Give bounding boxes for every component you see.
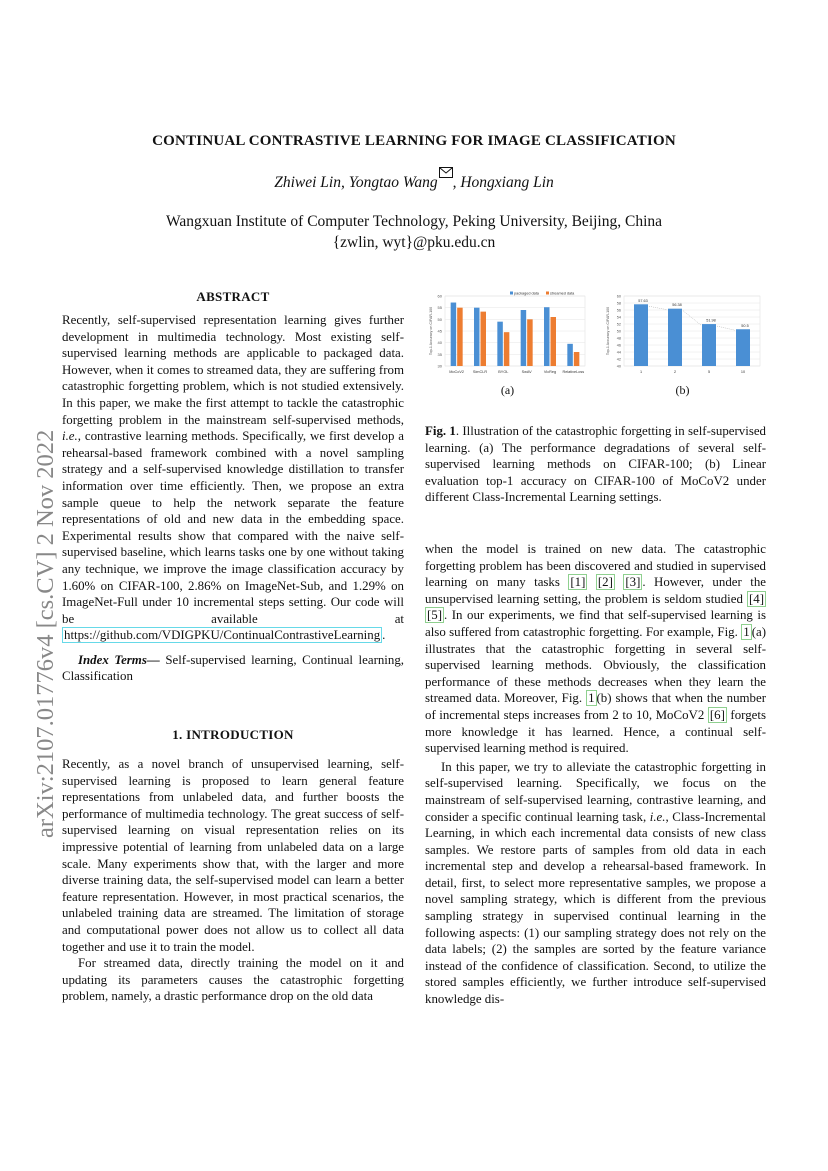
trend-line xyxy=(683,311,701,325)
y-tick-label: 52 xyxy=(616,322,621,327)
x-tick-label: 2 xyxy=(673,370,677,374)
bar xyxy=(521,310,527,366)
y-tick-label: 56 xyxy=(616,308,621,313)
authors-part-b: , Hongxiang Lin xyxy=(452,174,554,191)
trend-line xyxy=(717,326,735,330)
bar xyxy=(702,324,716,366)
y-tick-label: 50 xyxy=(437,316,442,322)
y-tick-label: 58 xyxy=(616,301,621,306)
x-tick-label: SimCLR xyxy=(472,370,488,374)
abstract-end: . xyxy=(382,628,386,643)
y-tick-label: 44 xyxy=(616,350,621,355)
text-run: (b) shows that when the number of incremental steps increases from 2 to 10, MoCoV2 xyxy=(425,691,767,722)
envelope-icon xyxy=(439,167,453,178)
bar xyxy=(567,344,573,366)
index-terms-label: Index Terms— xyxy=(78,652,160,667)
intro-body xyxy=(62,756,404,1005)
bar xyxy=(544,307,550,366)
arxiv-stamp xyxy=(8,360,68,840)
intro-paragraph-2: For streamed data, directly training the model on it and updating its parameters causes the catastrophic forgetting problem, namely, a drastic performance drop on the old data xyxy=(62,956,404,1004)
bar xyxy=(504,332,510,366)
data-label: 57.63 xyxy=(638,298,648,303)
text-run: . In our experiments, we find that self-supervised learning is also suffered from catastrophic forgetting. For example, Fig. xyxy=(425,608,766,639)
abstract-text: Recently, self-supervised representation learning gives further development in multimedia technology. Most existing self-supervised learning methods are applicable to packaged data. However, when it comes to streamed data, they are suffering from catastrophic forgetting problem, which is not studied extensively. In this paper, we make the first attempt to tackle the catastrophic forgetting problem in the mainstream self-supervised methods, i.e., contrastive learning methods. Specifically, we first develop a rehearsal-based framework combined with a novel sampling strategy and a self-supervised knowledge distillation to transfer information over time efficiently. Then, we propose an extra sample queue to help the network separate the feature representations of old and new data in the embedding space. Experimental results show that compared with the naive self-supervised baseline, which learns tasks one by one without taking any technique, we improve the image classification accuracy by 1.60% on CIFAR-100, 2.86% on ImageNet-Sub, and 1.29% on ImageNet-Full under 10 incremental steps setting. Our code will be available at xyxy=(62,313,404,626)
legend-swatch xyxy=(510,292,513,295)
legend-label: streamed data xyxy=(550,291,575,296)
authors-part-a: Zhiwei Lin, Yongtao Wang xyxy=(274,174,438,191)
x-tick-label: 1 xyxy=(639,370,643,374)
citation-link[interactable]: [5] xyxy=(427,608,443,623)
bar xyxy=(474,308,480,366)
y-tick-label: 48 xyxy=(616,336,621,341)
bar xyxy=(551,317,557,366)
y-tick-label: 40 xyxy=(437,340,442,346)
y-tick-label: 46 xyxy=(616,343,621,348)
subfig-b-label: (b) xyxy=(675,383,690,397)
y-tick-label: 40 xyxy=(616,364,621,369)
affiliation-block xyxy=(0,211,828,253)
x-tick-label: SwAV xyxy=(521,370,532,374)
right-paragraph-2: In this paper, we try to alleviate the catastrophic forgetting in self-supervised learning. Specifically, we focus on the mainstream of self-supervised learning, contrastive learning, and consider a specific continual learning task, i.e., Class-Incremental Learning, in which each incremental data consists of new class samples. We restore parts of samples from old data in each incremental step and develop a rehearsal-based framework. In detail, first, to select more representative samples, we propose a novel sampling strategy, which is different from the previous sampling strategy in supervised continual learning in the following aspects: (1) our sampling strategy does not rely on the data labels; (2) the samples are sorted by the feature variance instead of the confidence of classification. Second, to utilize the stored samples efficiently, we further introduce self-supervised knowledge dis- xyxy=(425,759,766,1007)
right-paragraph-1 xyxy=(425,541,766,757)
y-tick-label: 45 xyxy=(437,328,442,334)
legend-swatch xyxy=(546,292,549,295)
figure-ref-link[interactable]: 1 xyxy=(588,691,595,706)
citation-link[interactable]: [1] xyxy=(570,575,586,590)
figure-caption xyxy=(425,423,766,506)
abstract-body xyxy=(62,312,404,685)
trend-line xyxy=(649,306,667,309)
bar xyxy=(527,319,533,366)
data-label: 56.38 xyxy=(672,303,682,308)
y-tick-label: 50 xyxy=(616,329,621,334)
x-tick-label: RelativeLoss xyxy=(562,370,585,374)
right-column-body xyxy=(425,541,766,1008)
citation-link[interactable]: [4] xyxy=(748,591,764,606)
x-tick-label: 10 xyxy=(740,370,746,374)
y-tick-label: 55 xyxy=(437,305,442,311)
arxiv-id: arXiv:2107.01776v4 [cs.CV] 2 Nov 2022 xyxy=(32,429,59,838)
bar xyxy=(457,308,463,366)
y-tick-label: 30 xyxy=(437,363,442,369)
y-axis-label: Top-1 Accuracy on CIFAR-100 xyxy=(606,306,610,356)
y-tick-label: 60 xyxy=(437,293,442,299)
bar xyxy=(736,329,750,366)
text-run: . However, under the unsupervised learning setting, the problem is seldom studied xyxy=(425,575,766,606)
legend-label: packaged data xyxy=(514,291,539,296)
bar xyxy=(481,312,487,366)
chart-a xyxy=(425,284,590,380)
y-tick-label: 42 xyxy=(616,357,621,362)
y-tick-label: 35 xyxy=(437,351,442,357)
text-run: (a) illustrates that the catastrophic forgetting in several self-supervised learning methods. Obviously, the classification performance of these methods decreases when they learn the streamed data. Moreover, Fig. xyxy=(425,624,766,706)
figure-1a xyxy=(425,284,590,380)
text-run: when the model is trained on new data. The catastrophic forgetting problem has been discovered and studied in supervised learning on many tasks xyxy=(425,542,766,590)
bar xyxy=(574,352,580,366)
chart-b xyxy=(600,284,765,380)
affiliation: Wangxuan Institute of Computer Technology, Peking University, Beijing, China xyxy=(165,213,663,230)
code-link[interactable]: https://github.com/VDIGPKU/ContinualContrastiveLearning xyxy=(64,628,381,643)
subfig-a-label: (a) xyxy=(500,383,515,397)
text-run: forgets more knowledge it has learned. Hence, a continual self-supervised learning method is required. xyxy=(425,707,766,756)
bar xyxy=(668,309,682,366)
abstract-heading: ABSTRACT xyxy=(196,289,270,304)
bar xyxy=(451,303,457,366)
email: {zwlin, wyt}@pku.edu.cn xyxy=(332,234,496,251)
citation-link[interactable]: [3] xyxy=(625,575,641,590)
index-terms-text: Self-supervised learning, Continual learning, Classification xyxy=(62,652,405,684)
bar xyxy=(634,304,648,366)
caption-text: . Illustration of the catastrophic forgetting in self-supervised learning. (a) The performance degradations of several self-supervised learning methods on CIFAR-100; (b) Linear evaluation top-1 accuracy on CIFAR-100 of MoCoV2 under different Class-Incremental Learning settings. xyxy=(425,424,767,505)
caption-label: Fig. 1 xyxy=(425,424,456,438)
figure-1b xyxy=(600,284,765,380)
figure-ref-link[interactable]: 1 xyxy=(743,624,750,639)
y-axis-label: Top-1 Accuracy on CIFAR-100 xyxy=(429,306,433,356)
bar xyxy=(497,322,503,366)
y-tick-label: 60 xyxy=(616,294,621,299)
x-tick-label: MoCoV2 xyxy=(449,370,465,374)
x-tick-label: 5 xyxy=(707,370,711,374)
data-label: 50.5 xyxy=(741,323,749,328)
y-tick-label: 54 xyxy=(616,315,621,320)
citation-link[interactable]: [2] xyxy=(597,575,613,590)
x-tick-label: BYOL xyxy=(498,370,509,374)
author-list xyxy=(0,174,828,192)
data-label: 51.98 xyxy=(706,318,716,323)
intro-heading: 1. INTRODUCTION xyxy=(172,727,294,742)
intro-paragraph-1: Recently, as a novel branch of unsupervised learning, self-supervised learning is proposed to learn general feature representations from unlabeled data, and further boosts the performance of multimedia technology. The great success of self-supervised learning on visual representation relies on its impressive potential of learning from unlabeled data on a large scale. Many experiments show that, with the larger and more diverse training data, the self-supervised model can learn a better feature representation. However, in most practical scenarios, the unlabeled training data are streamed. The limitation of storage and computational power does not allow us to collect all data together and use it to train the model. xyxy=(62,757,404,954)
paper-title: CONTINUAL CONTRASTIVE LEARNING FOR IMAGE CLASSIFICATION xyxy=(152,133,676,149)
x-tick-label: VicReg xyxy=(543,370,557,374)
citation-link[interactable]: [6] xyxy=(709,707,725,722)
